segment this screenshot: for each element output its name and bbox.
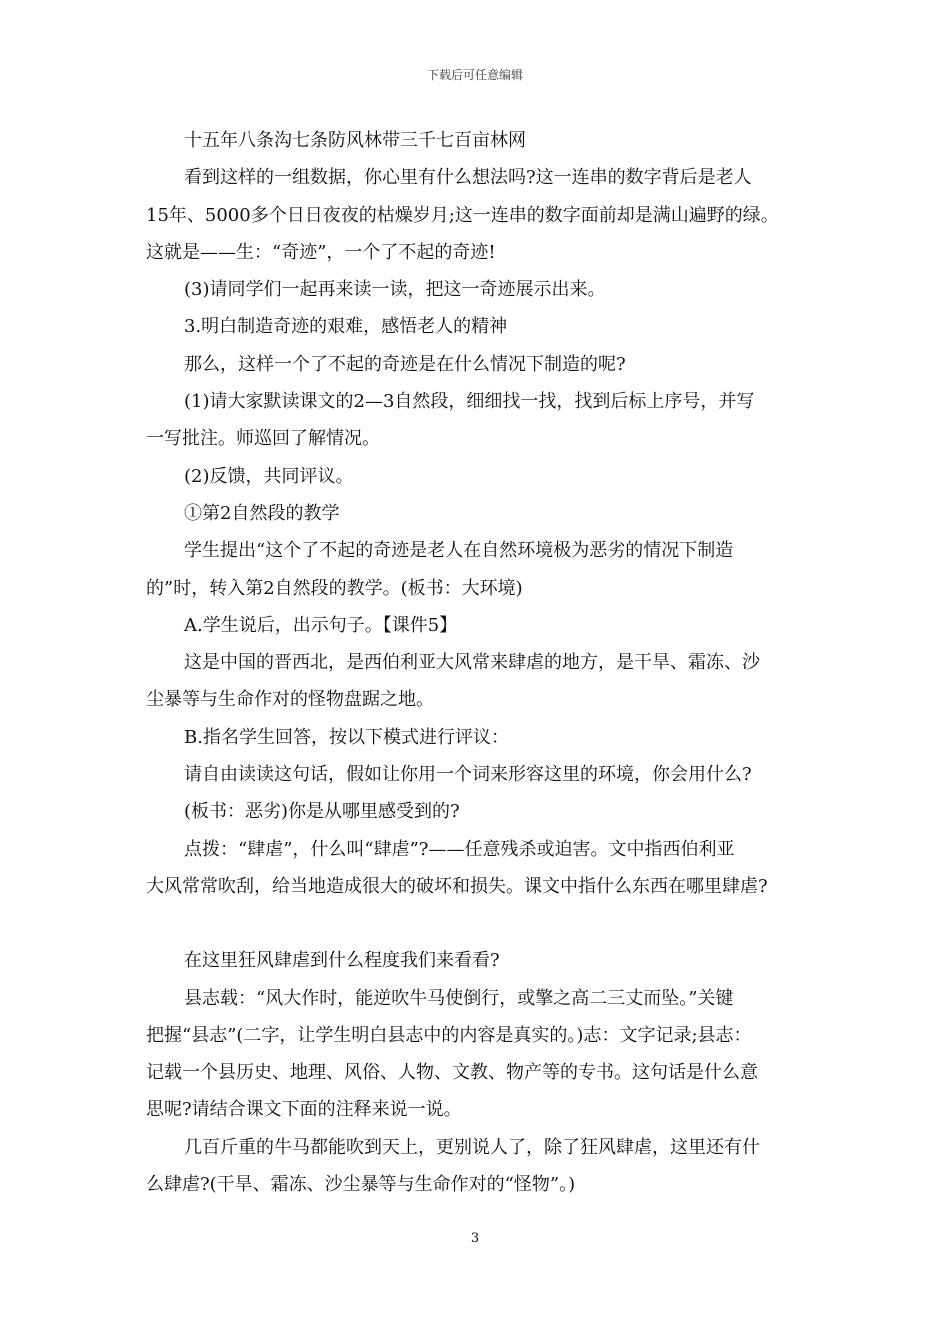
text-line: (3)请同学们一起再来读一读，把这一奇迹展示出来。: [184, 279, 606, 301]
text-line: 看到这样的一组数据，你心里有什么想法吗?这一连串的数字背后是老人: [184, 167, 752, 189]
text-line: 么肆虐?(干旱、霜冻、沙尘暴等与生命作对的“怪物”。): [146, 1174, 576, 1196]
text-line: 这就是——生：“奇迹”，一个了不起的奇迹!: [146, 241, 496, 263]
text-line: 思呢?请结合课文下面的注释来说一说。: [146, 1099, 462, 1121]
text-line: 在这里狂风肆虐到什么程度我们来看看?: [184, 950, 500, 972]
text-line: 大风常常吹刮，给当地造成很大的破坏和损失。课文中指什么东西在哪里肆虐?: [146, 875, 768, 897]
text-line: 县志载：“风大作时，能逆吹牛马使倒行，或擎之高二三丈而坠。”关键: [184, 987, 734, 1009]
text-line: 把握“县志”(二字，让学生明白县志中的内容是真实的。)志：文字记录;县志：: [146, 1024, 752, 1046]
page-header: 下载后可任意编辑: [426, 68, 523, 82]
text-line: 这是中国的晋西北，是西伯利亚大风常来肆虐的地方，是干旱、霜冻、沙: [184, 652, 760, 674]
text-line: 请自由读读这句话，假如让你用一个词来形容这里的环境，你会用什么?: [184, 764, 752, 786]
blank-line: [146, 905, 818, 942]
text-line: 15年、5000多个日日夜夜的枯燥岁月;这一连串的数字面前却是满山遍野的绿。: [146, 204, 779, 226]
text-line: 那么，这样一个了不起的奇迹是在什么情况下制造的呢?: [184, 353, 626, 375]
text-line: 一写批注。师巡回了解情况。: [146, 428, 380, 450]
text-line: (2)反馈，共同评议。: [184, 465, 354, 487]
text-line: (1)请大家默读课文的2—3自然段，细细找一找，找到后标上序号，并写: [184, 391, 755, 413]
text-line: 点拨：“肆虐”，什么叫“肆虐”?——任意残杀或迫害。文中指西伯利亚: [184, 838, 735, 860]
section-heading: 3.明白制造奇迹的艰难，感悟老人的精神: [184, 316, 508, 338]
text-line: A.学生说后，出示句子。【课件5】: [184, 614, 458, 636]
text-line: 尘暴等与生命作对的怪物盘踞之地。: [146, 689, 434, 711]
text-line: 几百斤重的牛马都能吹到天上，更别说人了，除了狂风肆虐，这里还有什: [184, 1136, 760, 1158]
text-line: 十五年八条沟七条防风林带三千七百亩林网: [184, 130, 526, 151]
page-number: 3: [470, 1231, 480, 1246]
text-line: B.指名学生回答，按以下模式进行评议：: [184, 726, 509, 748]
text-line: 的”时，转入第2自然段的教学。(板书：大环境): [146, 577, 523, 599]
document-body: [146, 122, 818, 1203]
subsection-heading: ①第2自然段的教学: [184, 502, 340, 524]
text-line: 记载一个县历史、地理、风俗、人物、文教、物产等的专书。这句话是什么意: [146, 1062, 758, 1084]
text-line: (板书：恶劣)你是从哪里感受到的?: [184, 801, 460, 823]
text-line: 学生提出“这个了不起的奇迹是老人在自然环境极为恶劣的情况下制造: [184, 540, 734, 562]
